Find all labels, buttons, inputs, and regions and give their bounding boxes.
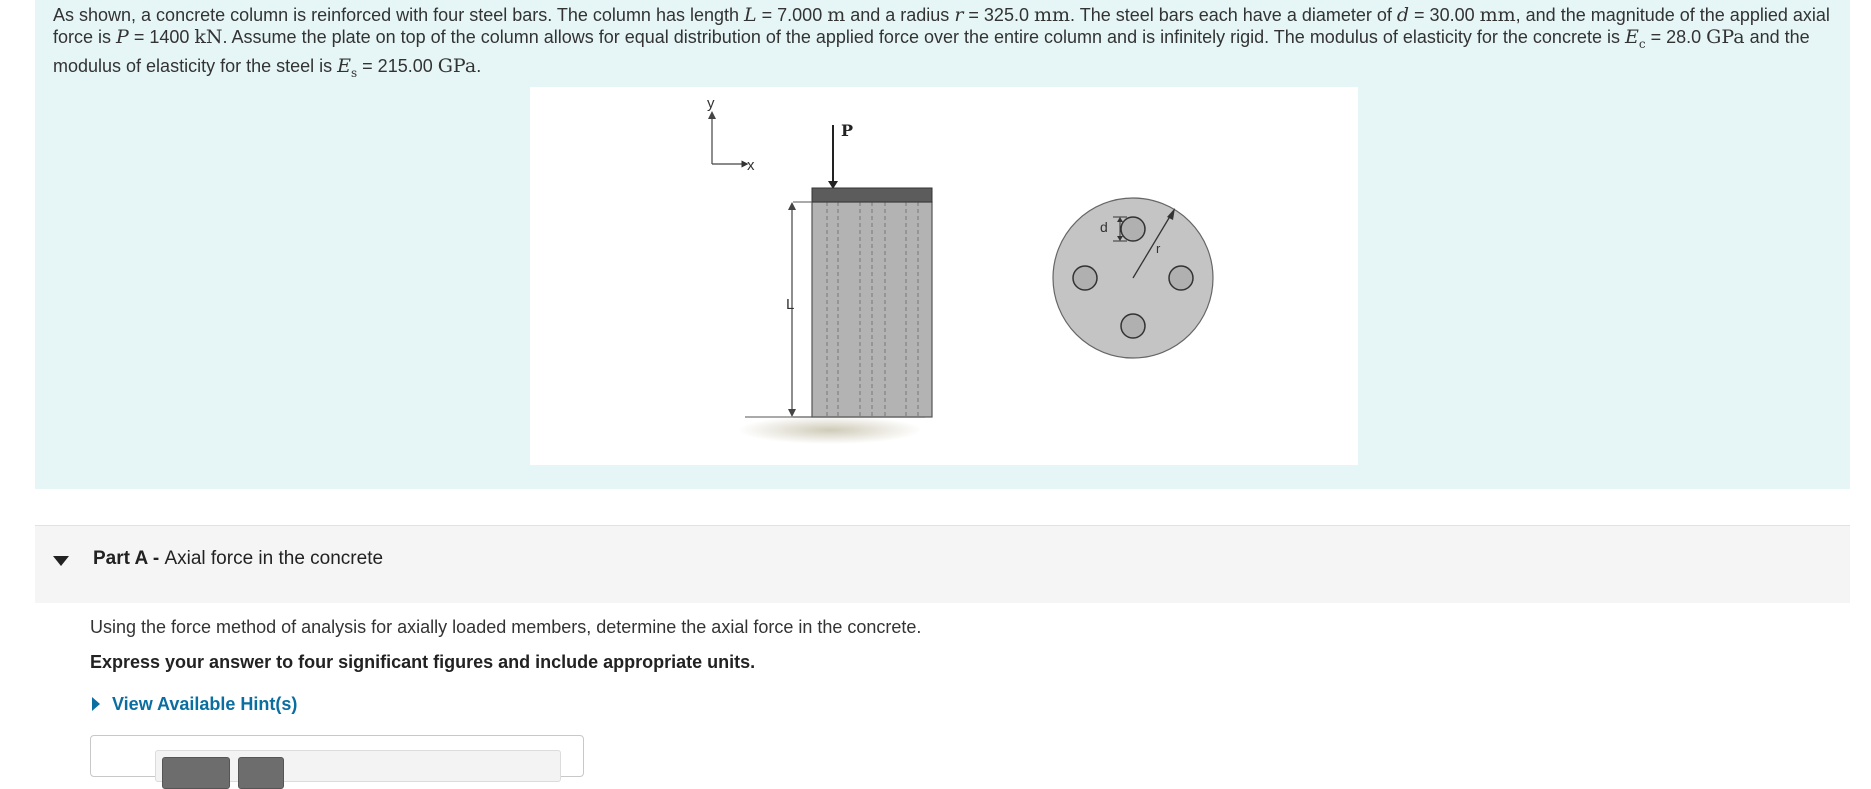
diameter-label: d (1100, 219, 1108, 235)
problem-text: and a radius (845, 5, 955, 25)
x-axis-label: x (747, 157, 755, 174)
symbol-d: d (1396, 4, 1410, 26)
ground-shadow (738, 416, 922, 444)
problem-statement (53, 4, 1833, 84)
column-diagram (530, 87, 1358, 465)
math-toolbar (155, 750, 561, 782)
part-a-title: Part A - Axial force in the concrete (93, 548, 384, 569)
value-r: = 325.0 (963, 5, 1034, 25)
value-P: = 1400 (128, 27, 195, 47)
template-button[interactable] (162, 757, 230, 789)
expand-arrow-icon[interactable] (92, 697, 100, 711)
problem-text: . The steel bars each have a diameter of (1070, 5, 1397, 25)
length-label: L (786, 296, 795, 313)
steel-bar (1073, 266, 1097, 290)
symbol-r: r (954, 4, 964, 26)
unit-Ec: GPa (1706, 26, 1745, 48)
steel-bar (1121, 314, 1145, 338)
value-L: = 7.000 (756, 5, 828, 25)
part-a-header[interactable] (35, 525, 1850, 603)
force-arrow (828, 121, 853, 189)
problem-intro (35, 0, 1850, 489)
problem-text: . Assume the plate on top of the column allows for equal distribution of the applied force over the entire column and is infinitely rigid. The modulus of elasticity for the concrete is (222, 27, 1625, 47)
radius-label: r (1156, 241, 1161, 256)
value-d: = 30.00 (1409, 5, 1480, 25)
unit-d: mm (1479, 4, 1516, 26)
symbol-P: P (116, 26, 129, 48)
collapse-caret-icon[interactable] (53, 556, 69, 566)
answer-input-panel (90, 735, 584, 777)
force-label: P (841, 121, 854, 140)
unit-r: mm (1033, 4, 1071, 26)
cross-section (1053, 198, 1213, 358)
value-Es: = 215.00 (357, 55, 438, 76)
unit-P: kN (194, 26, 223, 48)
question-text: Using the force method of analysis for axially loaded members, determine the axial force in the concrete. (90, 617, 922, 637)
value-Ec: = 28.0 (1645, 27, 1707, 47)
problem-text: , and the magnitude of the applied axial force is (53, 5, 1830, 47)
problem-figure (530, 87, 1358, 465)
steel-bar (1121, 217, 1145, 241)
symbol-L: L (744, 4, 757, 26)
answer-instruction: Express your answer to four significant figures and include appropriate units. (90, 652, 756, 672)
unit-button[interactable] (238, 757, 284, 789)
view-hints-link[interactable]: View Available Hint(s) (112, 694, 298, 714)
symbol-Ec: $E_c$ (1624, 26, 1646, 51)
symbol-Es: $E_s$ (337, 54, 358, 80)
problem-text: As shown, a concrete column is reinforced with four steel bars. The column has length (53, 5, 745, 25)
rigid-plate (812, 188, 932, 202)
unit-Es: GPa (437, 54, 477, 77)
y-axis-label: y (707, 95, 715, 112)
unit-L: m (827, 4, 846, 26)
column (812, 188, 932, 417)
length-dimension (786, 202, 812, 417)
problem-text: . (476, 55, 482, 76)
problem-text: and the modulus of elasticity for the steel is (53, 27, 1810, 76)
coordinate-axes (707, 95, 755, 174)
steel-bar (1169, 266, 1193, 290)
y-axis-arrow (708, 111, 716, 119)
